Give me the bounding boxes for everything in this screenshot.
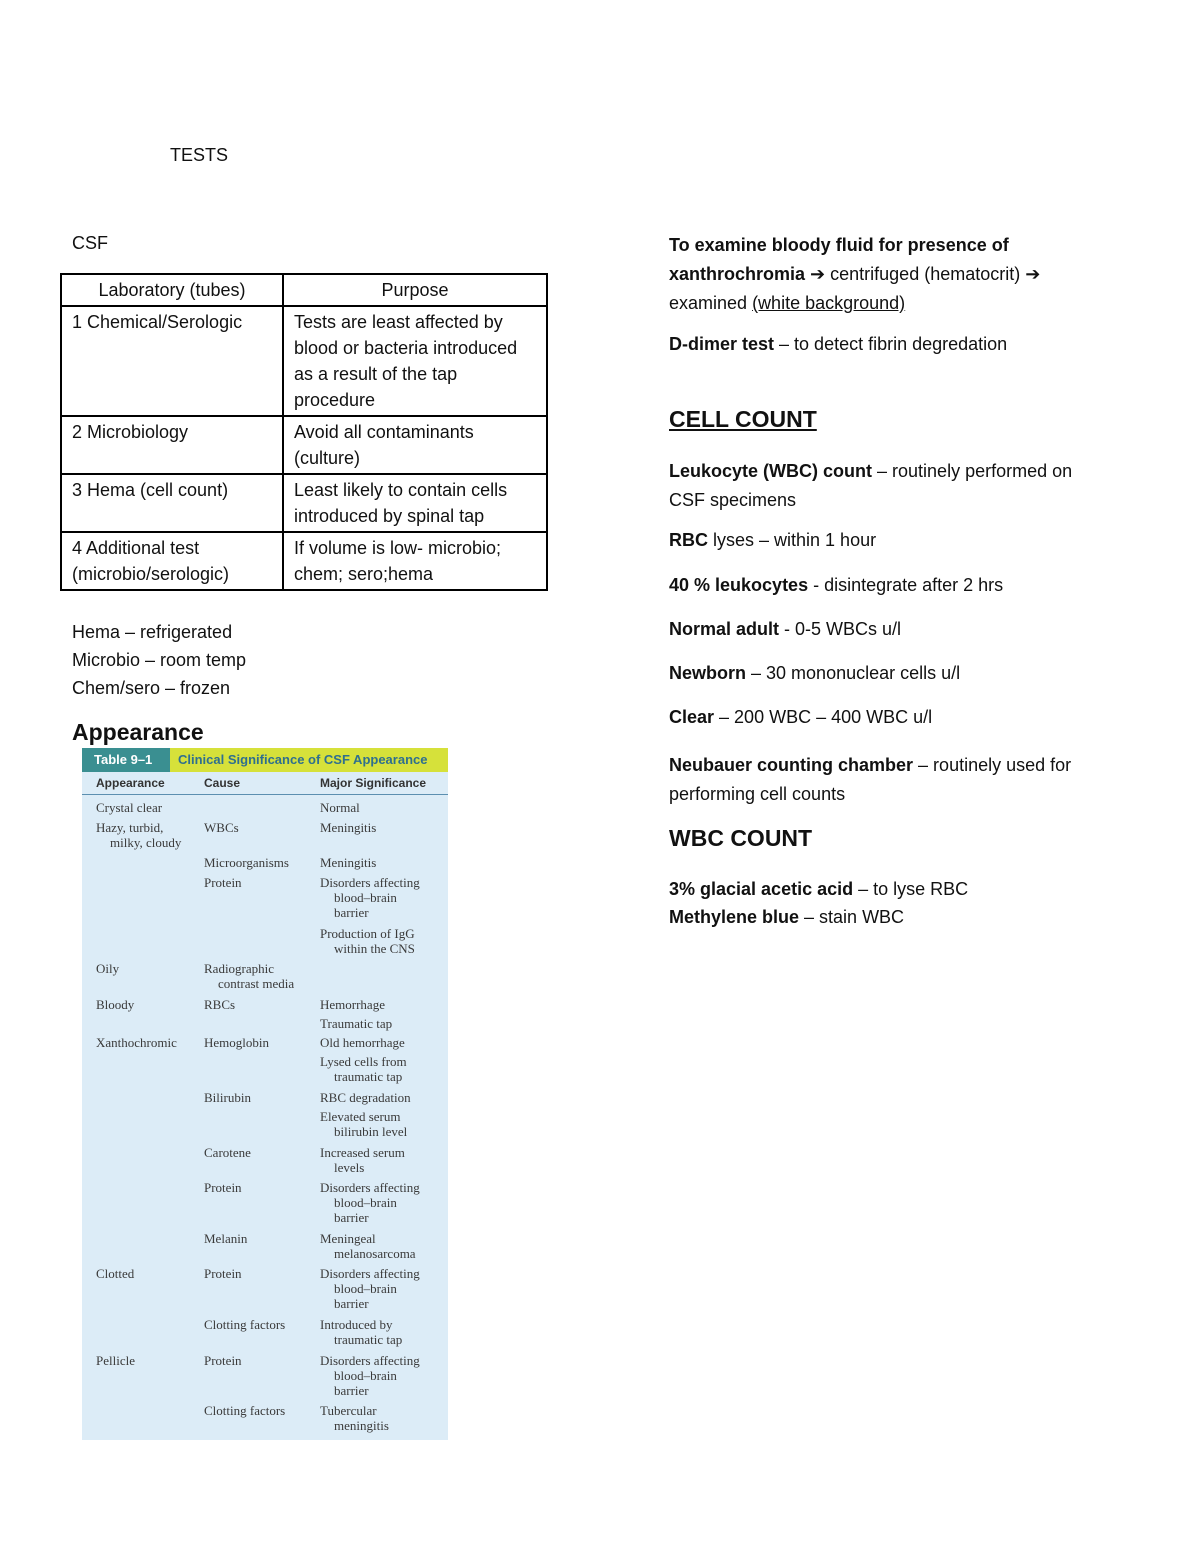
cause-cell: Melanin xyxy=(204,1231,248,1246)
neubauer-desc-2: performing cell counts xyxy=(669,784,846,804)
leukocyte-desc: – routinely performed on xyxy=(872,461,1073,481)
neubauer-desc: – routinely used for xyxy=(913,755,1072,775)
significance-cell: Traumatic tap xyxy=(320,1016,393,1031)
table-number-tag: Table 9–1 xyxy=(82,748,170,772)
purpose-cell: If volume is low- microbio; chem; sero;hema xyxy=(283,532,547,590)
significance-cell: Tubercular meningitis xyxy=(320,1403,389,1433)
table-row xyxy=(61,474,547,532)
storage-list xyxy=(72,618,246,702)
significance-cell: Hemorrhage xyxy=(320,997,385,1012)
newborn-desc: – 30 mononuclear cells u/l xyxy=(746,663,961,683)
cause-cell: Protein xyxy=(204,1266,242,1281)
table-row xyxy=(61,416,547,474)
ddimer-term: D-dimer test xyxy=(669,334,775,354)
storage-item: Hema – refrigerated xyxy=(72,622,233,642)
xanthrochromia-term: xanthrochromia xyxy=(669,264,806,284)
normal-adult-term: Normal adult xyxy=(669,619,780,639)
ddimer-desc: – to detect fibrin degredation xyxy=(774,334,1008,354)
header-divider xyxy=(82,794,448,795)
methylene-blue-term: Methylene blue xyxy=(669,907,800,927)
ddimer-line xyxy=(669,334,1007,355)
col-header-significance: Major Significance xyxy=(320,776,427,790)
significance-cell: Meningitis xyxy=(320,855,377,870)
appearance-table xyxy=(82,748,448,1440)
appearance-cell: Xanthochromic xyxy=(96,1035,177,1050)
significance-cell: Elevated serum bilirubin level xyxy=(320,1109,408,1139)
significance-cell: Introduced by traumatic tap xyxy=(320,1317,403,1347)
cause-cell: Protein xyxy=(204,1353,242,1368)
appearance-cell: Pellicle xyxy=(96,1353,135,1368)
cause-cell: WBCs xyxy=(204,820,239,835)
header-purpose: Purpose xyxy=(283,274,547,306)
wbc-reagents xyxy=(669,875,968,931)
purpose-cell: Least likely to contain cells introduced by spinal tap xyxy=(283,474,547,532)
table-row xyxy=(61,306,547,416)
rbc-line xyxy=(669,530,876,551)
appearance-heading: Appearance xyxy=(72,719,204,745)
acetic-acid-term: 3% glacial acetic acid xyxy=(669,879,854,899)
cause-cell: Clotting factors xyxy=(204,1403,286,1418)
cause-cell: Microorganisms xyxy=(204,855,289,870)
significance-cell: Production of IgG within the CNS xyxy=(320,926,415,956)
acetic-acid-desc: – to lyse RBC xyxy=(853,879,969,899)
lab-cell: 1 Chemical/Serologic xyxy=(61,306,283,416)
leukocyte-desc-2: CSF specimens xyxy=(669,490,797,510)
cause-cell: RBCs xyxy=(204,997,236,1012)
table-title: Clinical Significance of CSF Appearance xyxy=(178,752,428,767)
appearance-cell: Crystal clear xyxy=(96,800,163,815)
significance-cell: Disorders affecting blood–brain barrier xyxy=(320,1180,420,1225)
normal-adult-line xyxy=(669,619,901,640)
arrow-icon: ➔ xyxy=(1025,264,1041,284)
table-header-row xyxy=(61,274,547,306)
cause-cell: Carotene xyxy=(204,1145,251,1160)
leukocyte-pct-desc: - disintegrate after 2 hrs xyxy=(808,575,1004,595)
significance-cell: Disorders affecting blood–brain barrier xyxy=(320,875,420,920)
lab-cell: 4 Additional test (microbio/serologic) xyxy=(61,532,283,590)
wbc-count-heading: WBC COUNT xyxy=(669,825,813,851)
neubauer-line xyxy=(669,751,1071,809)
table-row xyxy=(61,532,547,590)
appearance-cell: Hazy, turbid, milky, cloudy xyxy=(96,820,182,850)
appearance-cell: Oily xyxy=(96,961,120,976)
examined-text: examined xyxy=(669,293,753,313)
cause-cell: Clotting factors xyxy=(204,1317,286,1332)
cause-cell: Radiographic contrast media xyxy=(204,961,295,991)
significance-cell: Normal xyxy=(320,800,360,815)
purpose-cell: Avoid all contaminants (culture) xyxy=(283,416,547,474)
bloody-fluid-paragraph xyxy=(669,231,1169,318)
page-heading: TESTS xyxy=(170,145,229,165)
significance-cell: Increased serum levels xyxy=(320,1145,405,1175)
normal-adult-desc: - 0-5 WBCs u/l xyxy=(779,619,902,639)
arrow-icon: ➔ xyxy=(810,264,826,284)
col-header-appearance: Appearance xyxy=(96,776,165,790)
cause-cell: Protein xyxy=(204,875,242,890)
cell-count-heading: CELL COUNT xyxy=(669,406,817,432)
clear-line xyxy=(669,707,932,728)
significance-cell: Lysed cells from traumatic tap xyxy=(320,1054,407,1084)
bloody-fluid-label: To examine bloody fluid for presence of xyxy=(669,235,1009,255)
newborn-term: Newborn xyxy=(669,663,747,683)
lab-tubes-table xyxy=(60,273,548,591)
cause-cell: Protein xyxy=(204,1180,242,1195)
leukocyte-pct-line xyxy=(669,575,1003,596)
lab-cell: 3 Hema (cell count) xyxy=(61,474,283,532)
rbc-desc: lyses – within 1 hour xyxy=(708,530,877,550)
cause-cell: Bilirubin xyxy=(204,1090,251,1105)
white-background-text: (white background) xyxy=(752,293,906,313)
storage-item: Chem/sero – frozen xyxy=(72,678,231,698)
centrifuge-text: centrifuged (hematocrit) xyxy=(825,264,1026,284)
significance-cell: Old hemorrhage xyxy=(320,1035,405,1050)
clear-desc: – 200 WBC – 400 WBC u/l xyxy=(714,707,933,727)
leukocyte-line xyxy=(669,457,1072,515)
lab-cell: 2 Microbiology xyxy=(61,416,283,474)
leukocyte-pct-term: 40 % leukocytes xyxy=(669,575,809,595)
significance-cell: Disorders affecting blood–brain barrier xyxy=(320,1266,420,1311)
significance-cell: Meningitis xyxy=(320,820,377,835)
neubauer-term: Neubauer counting chamber xyxy=(669,755,914,775)
storage-item: Microbio – room temp xyxy=(72,650,247,670)
appearance-cell: Bloody xyxy=(96,997,135,1012)
significance-cell: RBC degradation xyxy=(320,1090,411,1105)
header-laboratory: Laboratory (tubes) xyxy=(61,274,283,306)
purpose-cell: Tests are least affected by blood or bacteria introduced as a result of the tap procedure xyxy=(283,306,547,416)
newborn-line xyxy=(669,663,960,684)
significance-cell: Disorders affecting blood–brain barrier xyxy=(320,1353,420,1398)
cause-cell: Hemoglobin xyxy=(204,1035,269,1050)
clear-term: Clear xyxy=(669,707,715,727)
rbc-term: RBC xyxy=(669,530,708,550)
significance-cell: Meningeal melanosarcoma xyxy=(320,1231,416,1261)
methylene-blue-desc: – stain WBC xyxy=(799,907,905,927)
appearance-cell: Clotted xyxy=(96,1266,135,1281)
col-header-cause: Cause xyxy=(204,776,241,790)
csf-label: CSF xyxy=(72,233,108,253)
leukocyte-term: Leukocyte (WBC) count xyxy=(669,461,873,481)
